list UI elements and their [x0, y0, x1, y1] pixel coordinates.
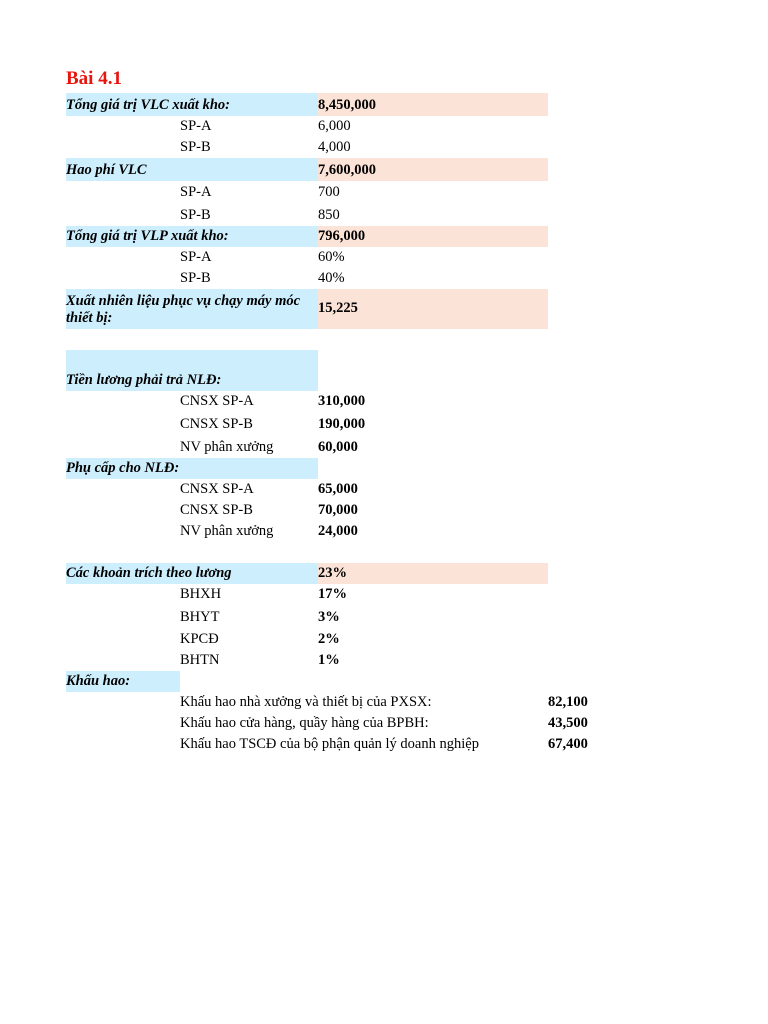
- row-vlp-spb[interactable]: [66, 268, 548, 289]
- trich-kpcd-value-cell[interactable]: [318, 628, 548, 650]
- vlp-spb-value-cell[interactable]: [318, 268, 548, 289]
- row-vlp-spa[interactable]: [66, 247, 548, 268]
- sheet-title: Bài 4.1: [66, 68, 122, 89]
- nhienlieu-label: Xuất nhiên liệu phục vụ chạy máy móc thiết bị:: [66, 293, 301, 326]
- trich-kpcd-value: 2%: [318, 631, 340, 647]
- trich-label: Các khoản trích theo lương: [66, 565, 232, 581]
- khauhao-pxsx-label: Khấu hao nhà xưởng và thiết bị của PXSX:: [180, 694, 432, 710]
- row-khauhao-qldn[interactable]: [66, 734, 588, 755]
- phucap-cnsx-a-value-cell[interactable]: [318, 479, 548, 500]
- tienluong-cnsx-a-label: CNSX SP-A: [180, 393, 254, 409]
- row-khauhao-header[interactable]: [66, 671, 548, 692]
- trich-bhxh-value-cell[interactable]: [318, 584, 548, 605]
- haophi-label-cell[interactable]: [66, 158, 318, 181]
- trich-bhtn-label: BHTN: [180, 652, 220, 668]
- trich-value: 23%: [318, 565, 347, 581]
- vlc-spb-value-cell[interactable]: [318, 137, 548, 158]
- trich-bhxh-label: BHXH: [180, 586, 222, 602]
- khauhao-bpbh-value: 43,500: [548, 715, 588, 731]
- row-trich-kpcd[interactable]: [66, 628, 548, 650]
- row-tienluong-cnsx-a[interactable]: [66, 391, 548, 412]
- tienluong-label: Tiền lương phải trả NLĐ:: [66, 372, 222, 388]
- phucap-nvpx-label-cell[interactable]: [66, 521, 318, 542]
- trich-bhyt-value-cell[interactable]: [318, 605, 548, 628]
- khauhao-qldn-value: 67,400: [548, 736, 588, 752]
- vlc-spb-label: SP-B: [180, 139, 211, 155]
- haophi-spb-label-cell[interactable]: [66, 203, 318, 226]
- phucap-cnsx-a-value: 65,000: [318, 481, 358, 497]
- vlc-value: 8,450,000: [318, 97, 376, 113]
- trich-bhyt-label-cell[interactable]: [66, 605, 318, 628]
- trich-bhtn-value: 1%: [318, 652, 340, 668]
- vlc-spa-label: SP-A: [180, 118, 212, 134]
- vlp-label-cell[interactable]: [66, 226, 318, 247]
- vlp-spa-label: SP-A: [180, 249, 212, 265]
- haophi-spa-label: SP-A: [180, 184, 212, 200]
- tienluong-label-cell[interactable]: [66, 350, 318, 391]
- trich-kpcd-label-cell[interactable]: [66, 628, 318, 650]
- tienluong-cnsx-a-value-cell[interactable]: [318, 391, 548, 412]
- vlc-label: Tổng giá trị VLC xuất kho:: [66, 97, 230, 113]
- row-nhienlieu[interactable]: [66, 289, 548, 329]
- khauhao-label-cell[interactable]: [66, 671, 180, 692]
- phucap-cnsx-b-value: 70,000: [318, 502, 358, 518]
- nhienlieu-value: 15,225: [318, 300, 358, 316]
- vlc-value-cell[interactable]: [318, 93, 548, 116]
- row-phucap-cnsx-a[interactable]: [66, 479, 548, 500]
- row-vlc-spb[interactable]: [66, 137, 548, 158]
- tienluong-cnsx-b-value-cell[interactable]: [318, 412, 548, 435]
- tienluong-cnsx-b-value: 190,000: [318, 416, 366, 432]
- khauhao-pxsx-value: 82,100: [548, 694, 588, 710]
- phucap-cnsx-b-label: CNSX SP-B: [180, 502, 253, 518]
- row-tienluong-header[interactable]: [66, 350, 548, 391]
- tienluong-cnsx-a-label-cell[interactable]: [66, 391, 318, 412]
- trich-bhyt-label: BHYT: [180, 609, 220, 625]
- khauhao-qldn-label: Khấu hao TSCĐ của bộ phận quản lý doanh nghiệp: [180, 736, 479, 752]
- phucap-cnsx-b-label-cell[interactable]: [66, 500, 318, 521]
- row-vlp-header[interactable]: [66, 226, 548, 247]
- row-haophi-header[interactable]: [66, 158, 548, 181]
- phucap-nvpx-value-cell[interactable]: [318, 521, 548, 542]
- tienluong-cnsx-b-label: CNSX SP-B: [180, 416, 253, 432]
- phucap-label: Phụ cấp cho NLĐ:: [66, 460, 180, 476]
- vlp-label: Tổng giá trị VLP xuất kho:: [66, 228, 229, 244]
- row-vlc-header[interactable]: [66, 93, 548, 116]
- tienluong-nvpx-value: 60,000: [318, 439, 358, 455]
- trich-bhyt-value: 3%: [318, 609, 340, 625]
- tienluong-cnsx-b-label-cell[interactable]: [66, 412, 318, 435]
- row-vlc-spa[interactable]: [66, 116, 548, 137]
- vlc-spa-value-cell[interactable]: [318, 116, 548, 137]
- row-khauhao-pxsx[interactable]: [66, 692, 588, 713]
- tienluong-nvpx-label-cell[interactable]: [66, 435, 318, 458]
- phucap-label-cell[interactable]: [66, 458, 318, 479]
- vlp-spb-label: SP-B: [180, 270, 211, 286]
- vlc-label-cell[interactable]: [66, 93, 318, 116]
- trich-bhtn-label-cell[interactable]: [66, 650, 318, 671]
- vlc-spb-value: 4,000: [318, 139, 351, 155]
- row-khauhao-bpbh[interactable]: [66, 713, 588, 734]
- vlp-value: 796,000: [318, 228, 366, 244]
- haophi-value: 7,600,000: [318, 162, 376, 178]
- vlp-spa-value-cell[interactable]: [318, 247, 548, 268]
- nhienlieu-value-cell[interactable]: [318, 289, 548, 329]
- vlp-value-cell[interactable]: [318, 226, 548, 247]
- row-trich-bhyt[interactable]: [66, 605, 548, 628]
- haophi-spa-value-cell[interactable]: [318, 181, 548, 203]
- vlc-spa-label-cell[interactable]: [66, 116, 318, 137]
- vlp-spb-value: 40%: [318, 270, 345, 286]
- trich-bhtn-value-cell[interactable]: [318, 650, 548, 671]
- phucap-cnsx-a-label: CNSX SP-A: [180, 481, 254, 497]
- row-trich-bhxh[interactable]: [66, 584, 548, 605]
- phucap-cnsx-b-value-cell[interactable]: [318, 500, 548, 521]
- haophi-spb-value-cell[interactable]: [318, 203, 548, 226]
- row-phucap-nvpx[interactable]: [66, 521, 548, 542]
- tienluong-nvpx-label: NV phân xưởng: [180, 439, 274, 455]
- khauhao-bpbh-label: Khấu hao cửa hàng, quầy hàng của BPBH:: [180, 715, 429, 731]
- trich-kpcd-label: KPCĐ: [180, 631, 219, 647]
- haophi-spb-label: SP-B: [180, 207, 211, 223]
- row-haophi-spa[interactable]: [66, 181, 548, 203]
- row-tienluong-cnsx-b[interactable]: [66, 412, 548, 435]
- vlp-spa-label-cell[interactable]: [66, 247, 318, 268]
- row-phucap-header[interactable]: [66, 458, 548, 479]
- trich-value-cell[interactable]: [318, 563, 548, 584]
- trich-bhxh-value: 17%: [318, 586, 347, 602]
- haophi-value-cell[interactable]: [318, 158, 548, 181]
- vlc-spa-value: 6,000: [318, 118, 351, 134]
- tienluong-cnsx-a-value: 310,000: [318, 393, 366, 409]
- phucap-nvpx-label: NV phân xưởng: [180, 523, 274, 539]
- tienluong-nvpx-value-cell[interactable]: [318, 435, 548, 458]
- khauhao-label: Khấu hao:: [66, 673, 131, 689]
- row-trich-bhtn[interactable]: [66, 650, 548, 671]
- vlc-spb-label-cell[interactable]: [66, 137, 318, 158]
- row-trich-header[interactable]: [66, 563, 548, 584]
- nhienlieu-label-cell[interactable]: [66, 289, 318, 329]
- trich-label-cell[interactable]: [66, 563, 318, 584]
- haophi-label: Hao phí VLC: [66, 162, 147, 178]
- phucap-cnsx-a-label-cell[interactable]: [66, 479, 318, 500]
- vlp-spb-label-cell[interactable]: [66, 268, 318, 289]
- haophi-spb-value: 850: [318, 207, 340, 223]
- haophi-spa-value: 700: [318, 184, 340, 200]
- phucap-nvpx-value: 24,000: [318, 523, 358, 539]
- row-phucap-cnsx-b[interactable]: [66, 500, 548, 521]
- row-haophi-spb[interactable]: [66, 203, 548, 226]
- vlp-spa-value: 60%: [318, 249, 345, 265]
- row-tienluong-nvpx[interactable]: [66, 435, 548, 458]
- haophi-spa-label-cell[interactable]: [66, 181, 318, 203]
- trich-bhxh-label-cell[interactable]: [66, 584, 318, 605]
